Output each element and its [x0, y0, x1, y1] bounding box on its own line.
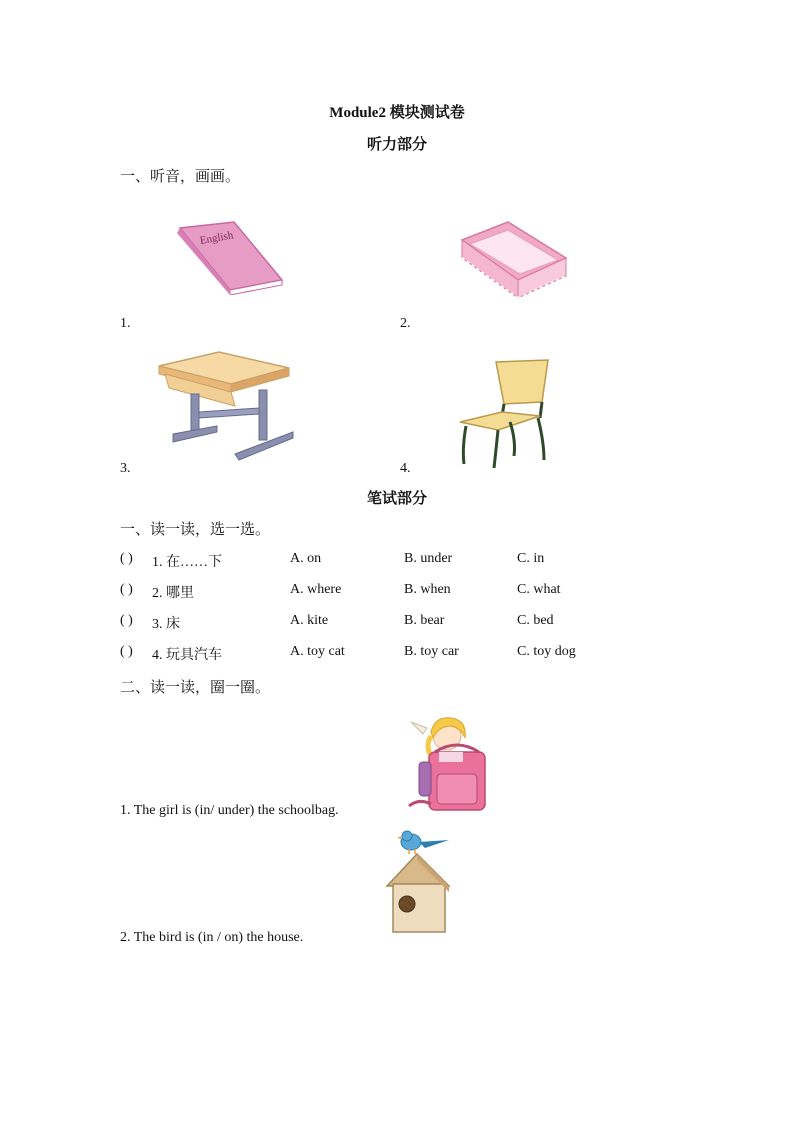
option-c: C. bed: [517, 613, 554, 628]
chair-icon: [458, 358, 550, 470]
writing-part2-heading: 二、读一读，圈一圈。: [120, 680, 271, 696]
pencil-case-icon: [460, 218, 568, 300]
writing-section-title: 笔试部分: [366, 491, 427, 507]
question-text: 2. 哪里: [152, 586, 194, 601]
question-text: 3. 床: [152, 617, 180, 632]
listening-section-title: 听力部分: [366, 137, 427, 153]
sentence-2: 2. The bird is (in / on) the house.: [120, 930, 304, 945]
option-b: B. bear: [404, 613, 445, 628]
question-text: 4. 玩具汽车: [152, 648, 222, 663]
book-cover-text: English: [198, 229, 235, 248]
option-a: A. on: [290, 551, 322, 566]
page-title: Module2 模块测试卷: [329, 105, 465, 121]
item-number-4: 4.: [400, 461, 411, 476]
desk-icon: [155, 348, 295, 466]
item-number-3: 3.: [120, 461, 131, 476]
option-c: C. toy dog: [517, 644, 576, 659]
listening-part1-heading: 一、听音，画画。: [120, 169, 241, 185]
option-a: A. where: [290, 582, 342, 597]
book-icon: [172, 220, 287, 295]
option-a: A. kite: [290, 613, 329, 628]
bird-house-icon: [385, 828, 455, 936]
item-number-2: 2.: [400, 316, 411, 331]
sentence-1: 1. The girl is (in/ under) the schoolbag.: [120, 803, 339, 818]
answer-blank[interactable]: ( ): [120, 551, 133, 566]
option-b: B. when: [404, 582, 451, 597]
option-c: C. what: [517, 582, 561, 597]
answer-blank[interactable]: ( ): [120, 582, 133, 597]
item-number-1: 1.: [120, 316, 131, 331]
answer-blank[interactable]: ( ): [120, 613, 133, 628]
writing-part1-heading: 一、读一读，选一选。: [120, 522, 271, 538]
girl-schoolbag-icon: [405, 712, 497, 812]
question-text: 1. 在……下: [152, 555, 222, 570]
answer-blank[interactable]: ( ): [120, 644, 133, 659]
option-b: B. toy car: [404, 644, 459, 659]
option-b: B. under: [404, 551, 453, 566]
option-a: A. toy cat: [290, 644, 345, 659]
option-c: C. in: [517, 551, 545, 566]
